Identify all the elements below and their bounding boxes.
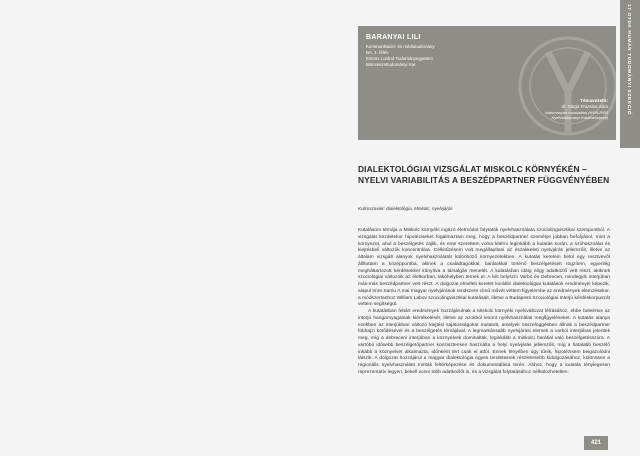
author-program: Kommunikáció- és médiatudomány: [366, 44, 435, 49]
supervisor-affiliation-2: Nyelvtudományi Kutatóközpont): [551, 115, 608, 120]
section-tab-label: 17 OTDK HUMÁN TUDOMÁNYI SZEKCIÓ: [626, 4, 631, 116]
supervisor-name: dr. Varga Fruzsina Sára: [561, 104, 608, 109]
supervisor-affiliation-1: tudományos munkatárs (HUN-REN: [545, 110, 608, 115]
abstract-body: [358, 228, 610, 377]
page-number: 421: [584, 436, 608, 450]
article-title: DIALEKTOLÓGIAI VIZSGÁLAT MISKOLC KÖRNYÉKÉN – NYELVI VARIABILITÁS A BESZÉDPARTNER FÜGGVÉNYÉBEN: [358, 164, 610, 185]
author-faculty: Bölcsészettudományi Kar: [366, 62, 416, 67]
author-header-box: [358, 26, 616, 140]
author-university: Eötvös Loránd Tudományegyetem: [366, 56, 433, 61]
supervisor-block: [546, 98, 608, 120]
supervisor-title: Témavezető:: [580, 98, 608, 103]
keywords: Kulcsszavak: dialektológia, Miskolc, nyelvjárás: [358, 206, 453, 211]
author-semester: BA, 1. félév: [366, 50, 389, 55]
university-emblem-icon: [508, 32, 616, 140]
author-name: BARANYAI LILI: [366, 34, 421, 41]
abstract-paragraph: Kutatásom témája a Miskolc környéki ingázó életmódot folytatók nyelvhasználata szociolingvisztikai szempontból. A vizsgálat kezdetekor hipotéziseket fogalmaztam meg, hogy a beszédpartner személye jobban befolyásol, mint a környezet, ahol a beszélgetés zajlik, és eme szerettem volna kitérni leginkább a kutatás során, a szóhasználat és kiejtésbeli változók koncentrálva. Célkitűzésem volt megállapítani az északkeleti nyelvjárás jellemzőit, illetve az általam vizsgált alanyok nyelvhasználatát különböző környezetekben. A kutatás keretein belül egy resztvevőt állítottam a középpontba, akinek a családtagokkal, barátokkal történő beszélgetéseit rögzítem, egyenlég megháttartozott kérdésekkel irányítva a társalgás menetét. A kutatásban idáig négy adatközlő vett részt, akiknek szociológiai változóik az életkorban, lakóhelyben ternek el. A két helyszín Varbó és Debrecen, mindegyik interjúban más-más beszédpartner vett részt. A dolgozat elméleti keretet korábbi dialektológiai kutatások eredményei képezik, alapul Imre Samu A mai magyar nyelvjárások rendszere című művét vettem figyelembe az eredmények elemzésekor, a módszertanhoz William Labov szociolingvisztikai kutatásait, illetve a Budapesti Szociológiai Interjú kérdéskorpuszát vettem segítségül.: [358, 228, 610, 308]
abstract-paragraph: A kutatásban feltárt eredmények hozzájárulnak a Miskolc környéki nyelvváltozat leírásához, ebbe beleértve az interjú hangarnyagainak kiértékelését, illetve az azokból levont nyelvhasználati megfigyeléseket. A kutatás alanya ezekben az interjúkban változó kiejtési sajátosságokat mutatott, amelyek összefüggésben állnak a beszédpartner földrajzi kötődésével és a beszélgetés témájával. A legmarkánsabb nyelvjárási elemek a varbói interjúban jelentek meg, míg a debreceni interjúban a köznyelvek dominaltak, leginkább a miskolci barátial való beszélgetésszóra. A vartóbó idősebb beszélgetőpartner konzisztensen használta a helyi nyelvjárás jellemzőit, míg a fiatalabb beszélő inkább a köznyelvet alkalmazta, időnként tért csak el attól. Ennek fényében úgy tűnik, hipotézisem beigazolódni látszik. A dolgozat hozzájárul a magyar dialektológia egyes területeinek részletesebb kidolgozásához, különösen a regionális nyelvhasználati minták feltérképezése és dokumentálása terén. Ahhoz, hogy a kutatás ténylegesen reprezentatív legyen, bekell vonni több adatközlőt is, és a vizsgálat folytatásához nélkülözhetetlen.: [358, 309, 610, 375]
